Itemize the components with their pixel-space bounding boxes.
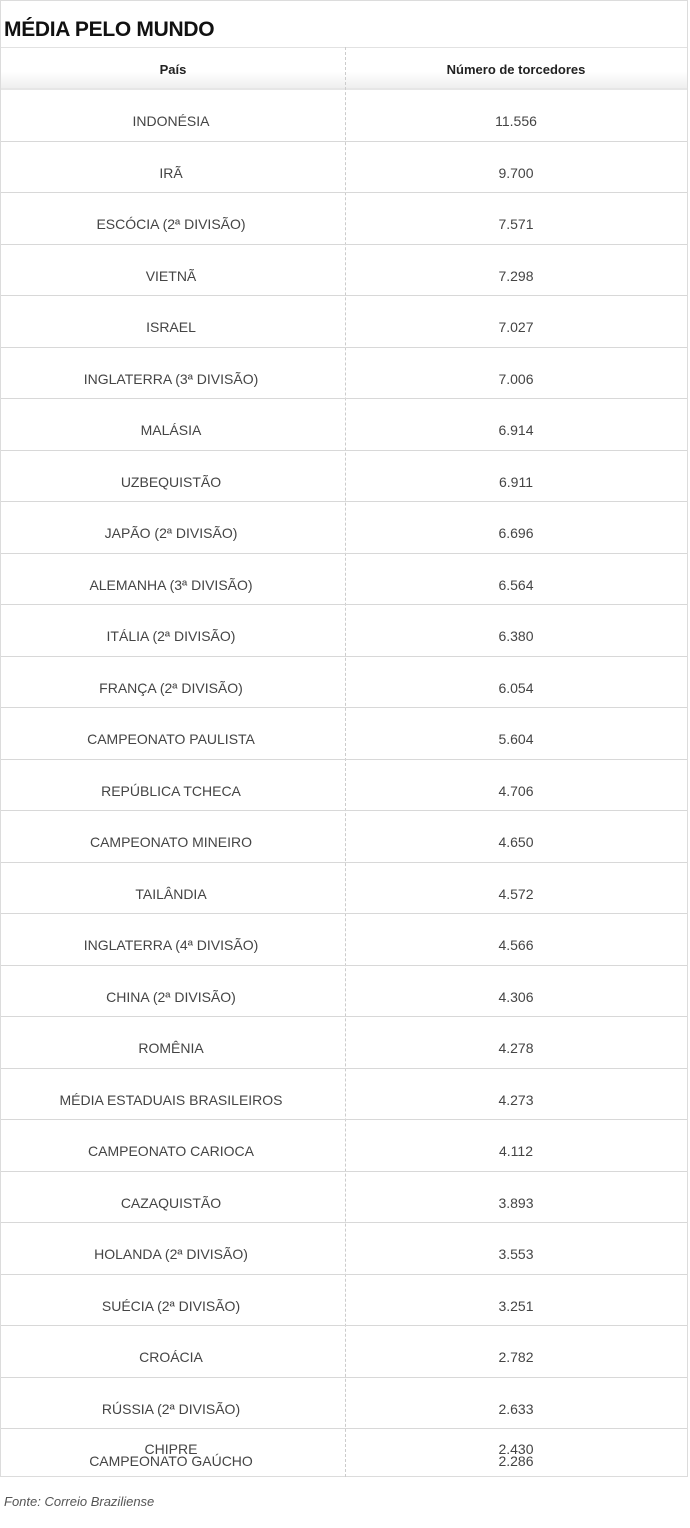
cell-torcedores: 2.633	[498, 1400, 534, 1417]
cell-pais: MALÁSIA	[140, 422, 202, 438]
cell-torcedores: 7.006	[498, 370, 534, 387]
cell-pais: SUÉCIA (2ª DIVISÃO)	[101, 1297, 241, 1314]
table-row	[1, 348, 687, 400]
table-row	[1, 90, 687, 142]
table-row	[1, 245, 687, 297]
table-row	[1, 451, 687, 503]
source-note: Fonte: Correio Braziliense	[4, 1494, 155, 1509]
cell-torcedores: 4.650	[498, 834, 534, 850]
cell-pais: ALEMANHA (3ª DIVISÃO)	[89, 576, 253, 593]
table-header	[1, 47, 687, 90]
cell-torcedores-stacked	[345, 1443, 687, 1467]
cell-torcedores: 2.782	[498, 1349, 534, 1365]
cell-torcedores: 6.911	[499, 473, 533, 490]
cell-torcedores: 2.286	[498, 1453, 534, 1469]
cell-pais: RÚSSIA (2ª DIVISÃO)	[101, 1400, 241, 1417]
cell-torcedores: 3.251	[498, 1297, 534, 1314]
cell-pais: CAMPEONATO PAULISTA	[87, 731, 255, 747]
cell-pais: REPÚBLICA TCHECA	[101, 782, 241, 799]
cell-torcedores: 6.380	[498, 628, 534, 644]
cell-pais: CAMPEONATO GAÚCHO	[89, 1453, 253, 1469]
table-row	[1, 502, 687, 554]
cell-pais: JAPÃO (2ª DIVISÃO)	[104, 525, 238, 541]
cell-pais: ITÁLIA (2ª DIVISÃO)	[106, 628, 236, 644]
cell-torcedores: 6.914	[498, 422, 534, 438]
column-header-pais[interactable]: País	[159, 62, 187, 77]
table-row-last	[1, 1431, 687, 1477]
cell-torcedores: 4.306	[498, 988, 534, 1005]
cell-pais: TAILÂNDIA	[135, 885, 207, 902]
cell-torcedores: 11.556	[495, 113, 537, 129]
cell-torcedores: 4.278	[498, 1040, 534, 1056]
table-row	[1, 142, 687, 194]
table-row	[1, 296, 687, 348]
table-row	[1, 1223, 687, 1275]
cell-pais: VIETNÃ	[145, 267, 197, 284]
cell-torcedores: 7.571	[498, 216, 534, 232]
table-row	[1, 760, 687, 812]
cell-torcedores: 5.604	[498, 731, 534, 747]
cell-torcedores: 4.572	[498, 885, 534, 902]
cell-torcedores: 4.566	[498, 937, 534, 953]
cell-pais: ESCÓCIA (2ª DIVISÃO)	[96, 216, 246, 232]
cell-pais: MÉDIA ESTADUAIS BRASILEIROS	[59, 1091, 283, 1108]
cell-torcedores: 2.430	[498, 1441, 534, 1457]
cell-pais: IRÃ	[159, 164, 183, 181]
table-title: MÉDIA PELO MUNDO	[4, 18, 215, 41]
cell-pais: FRANÇA (2ª DIVISÃO)	[99, 679, 243, 696]
cell-pais: ROMÊNIA	[138, 1040, 204, 1056]
cell-pais: CHIPRE	[144, 1441, 198, 1457]
cell-torcedores: 9.700	[498, 164, 534, 181]
table-row	[1, 1326, 687, 1378]
cell-pais: HOLANDA (2ª DIVISÃO)	[94, 1246, 248, 1262]
cell-torcedores: 3.893	[498, 1194, 534, 1211]
cell-torcedores: 6.564	[498, 576, 534, 593]
cell-torcedores: 4.706	[498, 782, 534, 799]
table-row	[1, 1275, 687, 1327]
table-body	[1, 90, 687, 1429]
cell-torcedores: 6.696	[498, 525, 534, 541]
cell-pais: ISRAEL	[146, 319, 196, 335]
cell-pais: CAMPEONATO CARIOCA	[88, 1143, 254, 1159]
table-row	[1, 399, 687, 451]
table-row	[1, 1378, 687, 1430]
cell-torcedores: 3.553	[498, 1246, 534, 1262]
cell-pais: INGLATERRA (4ª DIVISÃO)	[83, 937, 259, 953]
table-row	[1, 1172, 687, 1224]
table-row	[1, 1120, 687, 1172]
cell-pais: CAZAQUISTÃO	[120, 1194, 222, 1211]
table-row	[1, 708, 687, 760]
cell-pais-stacked	[1, 1443, 341, 1467]
table-row	[1, 1017, 687, 1069]
cell-pais: INGLATERRA (3ª DIVISÃO)	[83, 370, 259, 387]
column-header-torcedores[interactable]: Número de torcedores	[446, 62, 586, 77]
cell-torcedores: 4.273	[498, 1091, 534, 1108]
table-row	[1, 657, 687, 709]
table-row	[1, 554, 687, 606]
table-row	[1, 966, 687, 1018]
table-row	[1, 811, 687, 863]
cell-torcedores: 4.112	[499, 1143, 533, 1159]
table-row	[1, 914, 687, 966]
cell-pais: CROÁCIA	[139, 1349, 203, 1365]
cell-pais: CAMPEONATO MINEIRO	[89, 834, 253, 850]
table-row	[1, 1069, 687, 1121]
table-row	[1, 193, 687, 245]
table-row	[1, 863, 687, 915]
table-row	[1, 605, 687, 657]
cell-pais: INDONÉSIA	[132, 113, 210, 129]
cell-pais: UZBEQUISTÃO	[120, 473, 222, 490]
cell-torcedores: 7.298	[498, 267, 534, 284]
cell-pais: CHINA (2ª DIVISÃO)	[106, 988, 236, 1005]
cell-torcedores: 7.027	[498, 319, 534, 335]
cell-torcedores: 6.054	[498, 679, 534, 696]
